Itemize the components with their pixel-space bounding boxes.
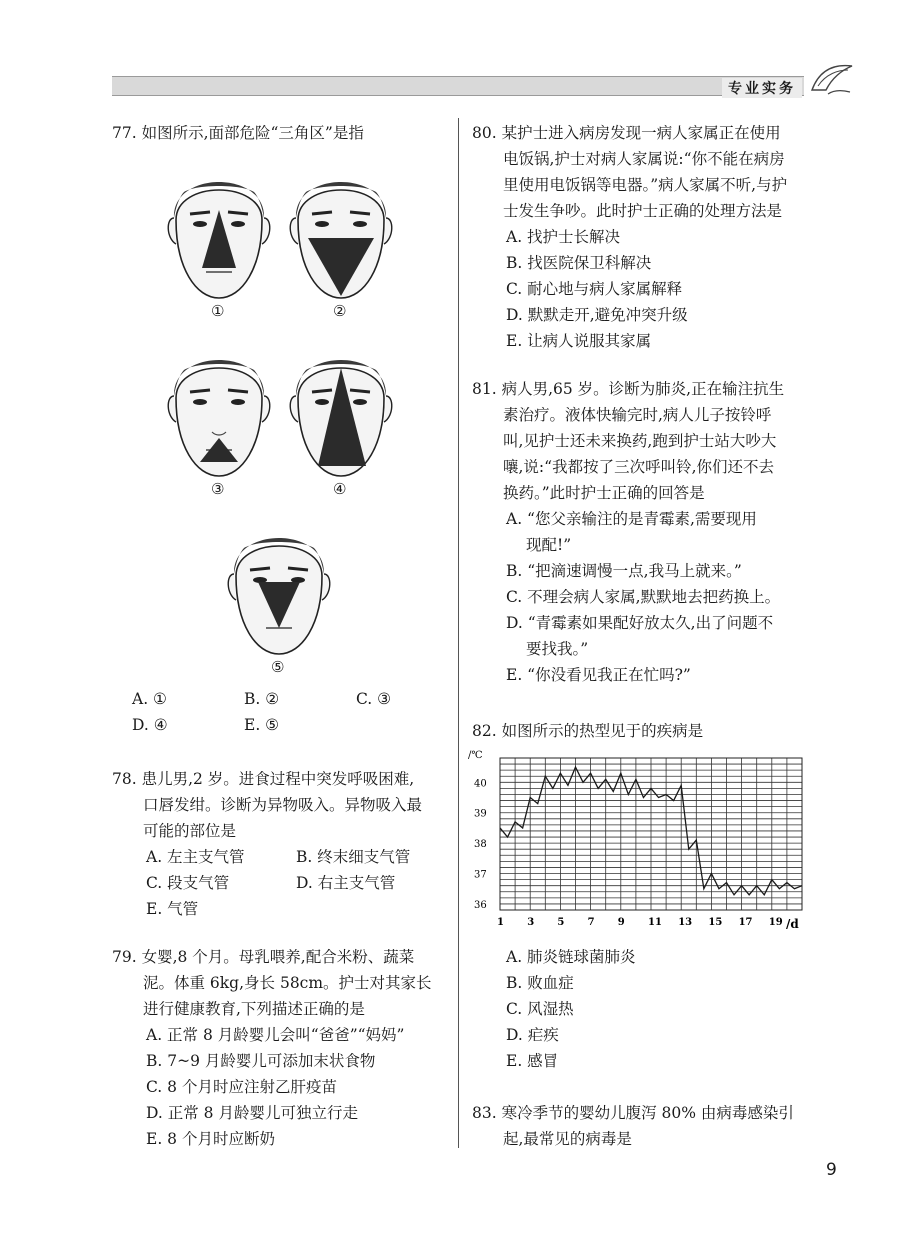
option-81-a-line1: A. “您父亲输注的是青霉素,需要现用 [506,510,757,528]
question-82-options [472,944,812,1074]
question-80-stem-line: 士发生争吵。此时护士正确的处理方法是 [503,202,783,220]
option-82-a[interactable]: A. 肺炎链球菌肺炎 [506,948,636,966]
option-77-c[interactable]: C. ③ [356,690,392,708]
chart-x-tick-label: 7 [587,917,595,928]
option-81-d[interactable] [472,610,812,662]
option-80-a[interactable]: A. 找护士长解决 [506,228,621,246]
question-80-stem-line: 80. 某护士进入病房发现一病人家属正在使用 [472,124,781,142]
chart-x-tick-label: 1 [497,917,504,928]
option-77-e[interactable]: E. ⑤ [244,716,280,734]
option-81-d-line1: D. “青霉素如果配好放太久,出了问题不 [506,614,774,632]
question-78-stem-line: 口唇发绀。诊断为异物吸入。异物吸入最 [143,796,423,814]
option-79-d[interactable]: D. 正常 8 月龄婴儿可独立行走 [146,1104,358,1122]
question-81-stem-line: 81. 病人男,65 岁。诊断为肺炎,正在输注抗生 [472,380,785,398]
option-78-e[interactable]: E. 气管 [146,900,199,918]
option-78-b[interactable]: B. 终末细支气管 [296,848,411,866]
chart-y-label: /℃ [468,750,483,761]
question-77 [112,120,452,146]
option-80-d[interactable]: D. 默默走开,避免冲突升级 [506,306,688,324]
chart-x-tick-label: 11 [648,917,662,928]
option-82-d[interactable]: D. 疟疾 [506,1026,559,1044]
question-83-stem-line: 起,最常见的病毒是 [503,1130,632,1148]
chart-x-tick-label: 9 [617,917,625,928]
face-label-4: ④ [333,480,347,498]
option-81-e[interactable]: E. “你没看见我正在忙吗?” [506,666,691,684]
option-81-d-line2: 要找我。” [526,640,589,658]
option-77-a[interactable]: A. ① [132,690,167,708]
chart-x-tick-label: 19 [768,917,783,928]
chart-grid [500,758,802,910]
option-81-a[interactable] [472,506,812,558]
question-77-stem: 77. 如图所示,面部危险“三角区”是指 [112,124,364,142]
option-81-b[interactable]: B. “把滴速调慢一点,我马上就来。” [506,562,742,580]
chart-x-tick-label: 13 [678,917,693,928]
option-78-c[interactable]: C. 段支气管 [146,874,230,892]
face-label-3: ③ [211,480,225,498]
face-label-2: ② [333,302,347,320]
face-label-5: ⑤ [271,658,285,676]
option-80-b[interactable]: B. 找医院保卫科解决 [506,254,652,272]
question-83-stem-line: 83. 寒冷季节的婴幼儿腹泻 80% 由病毒感染引 [472,1104,794,1122]
question-79-stem-line: 进行健康教育,下列描述正确的是 [143,1000,365,1018]
face-diagram-2 [284,160,398,302]
chart-y-tick-label: 36 [474,899,487,911]
chart-x-tick-label: 3 [527,917,535,928]
question-81 [472,376,812,688]
option-79-c[interactable]: C. 8 个月时应注射乙肝疫苗 [146,1078,337,1096]
question-79-stem-line: 泥。体重 6kg,身长 58cm。护士对其家长 [143,974,432,992]
question-81-stem-line: 素治疗。液体快输完时,病人儿子按铃呼 [503,406,772,424]
chart-x-tick-label: 15 [708,917,723,928]
chart-x-ticks [497,917,783,928]
option-82-e[interactable]: E. 感冒 [506,1052,559,1070]
question-77-options [132,686,452,738]
face-diagram-3 [162,338,276,480]
chart-y-ticks [474,778,487,911]
question-79-stem-line: 79. 女婴,8 个月。母乳喂养,配合米粉、蔬菜 [112,948,415,966]
option-79-e[interactable]: E. 8 个月时应断奶 [146,1130,275,1148]
face-diagram-1 [162,160,276,302]
option-77-d[interactable]: D. ④ [132,716,168,734]
option-79-b[interactable]: B. 7~9 月龄婴儿可添加末状食物 [146,1052,376,1070]
chart-y-tick-label: 38 [474,839,487,851]
chart-x-label: /d [786,917,799,931]
chart-y-tick-label: 37 [474,869,487,881]
face-label-1: ① [211,302,225,320]
option-80-e[interactable]: E. 让病人说服其家属 [506,332,652,350]
question-81-stem-line: 嚷,说:“我都按了三次呼叫铃,你们还不去 [503,458,775,476]
chart-x-tick-label: 5 [557,917,565,928]
option-80-c[interactable]: C. 耐心地与病人家属解释 [506,280,683,298]
face-diagram-5 [222,516,336,658]
question-83 [472,1100,812,1152]
question-80-stem-line: 电饭锅,护士对病人家属说:“你不能在病房 [503,150,785,168]
option-78-a[interactable]: A. 左主支气管 [146,848,245,866]
header-bar [112,76,804,96]
question-78-stem-line: 可能的部位是 [143,822,237,840]
question-79 [112,944,452,1152]
question-78-stem-line: 78. 患儿男,2 岁。进食过程中突发呼吸困难, [112,770,415,788]
logo-icon [806,60,858,98]
chart-y-tick-label: 39 [474,808,487,820]
header-title: 专业实务 [722,78,802,98]
option-79-a[interactable]: A. 正常 8 月龄婴儿会叫“爸爸”“妈妈” [146,1026,405,1044]
question-82 [472,718,812,744]
face-diagram-4 [284,338,398,480]
question-78 [112,766,452,922]
chart-x-tick-label: 17 [738,917,753,928]
option-78-d[interactable]: D. 右主支气管 [296,874,396,892]
option-82-b[interactable]: B. 败血症 [506,974,574,992]
question-81-stem-line: 叫,见护士还未来换药,跑到护士站大吵大 [503,432,777,450]
column-divider [458,118,459,1148]
option-81-c[interactable]: C. 不理会病人家属,默默地去把药换上。 [506,588,781,606]
option-82-c[interactable]: C. 风湿热 [506,1000,574,1018]
question-82-stem: 82. 如图所示的热型见于的疾病是 [472,722,704,740]
chart-y-tick-label: 40 [474,778,487,790]
question-80 [472,120,812,354]
page-number: 9 [826,1160,837,1180]
option-81-a-line2: 现配!” [526,536,572,554]
option-77-b[interactable]: B. ② [244,690,280,708]
question-80-stem-line: 里使用电饭锅等电器。”病人家属不听,与护 [503,176,788,194]
question-81-stem-line: 换药。”此时护士正确的回答是 [503,484,705,502]
fever-chart [468,748,808,938]
